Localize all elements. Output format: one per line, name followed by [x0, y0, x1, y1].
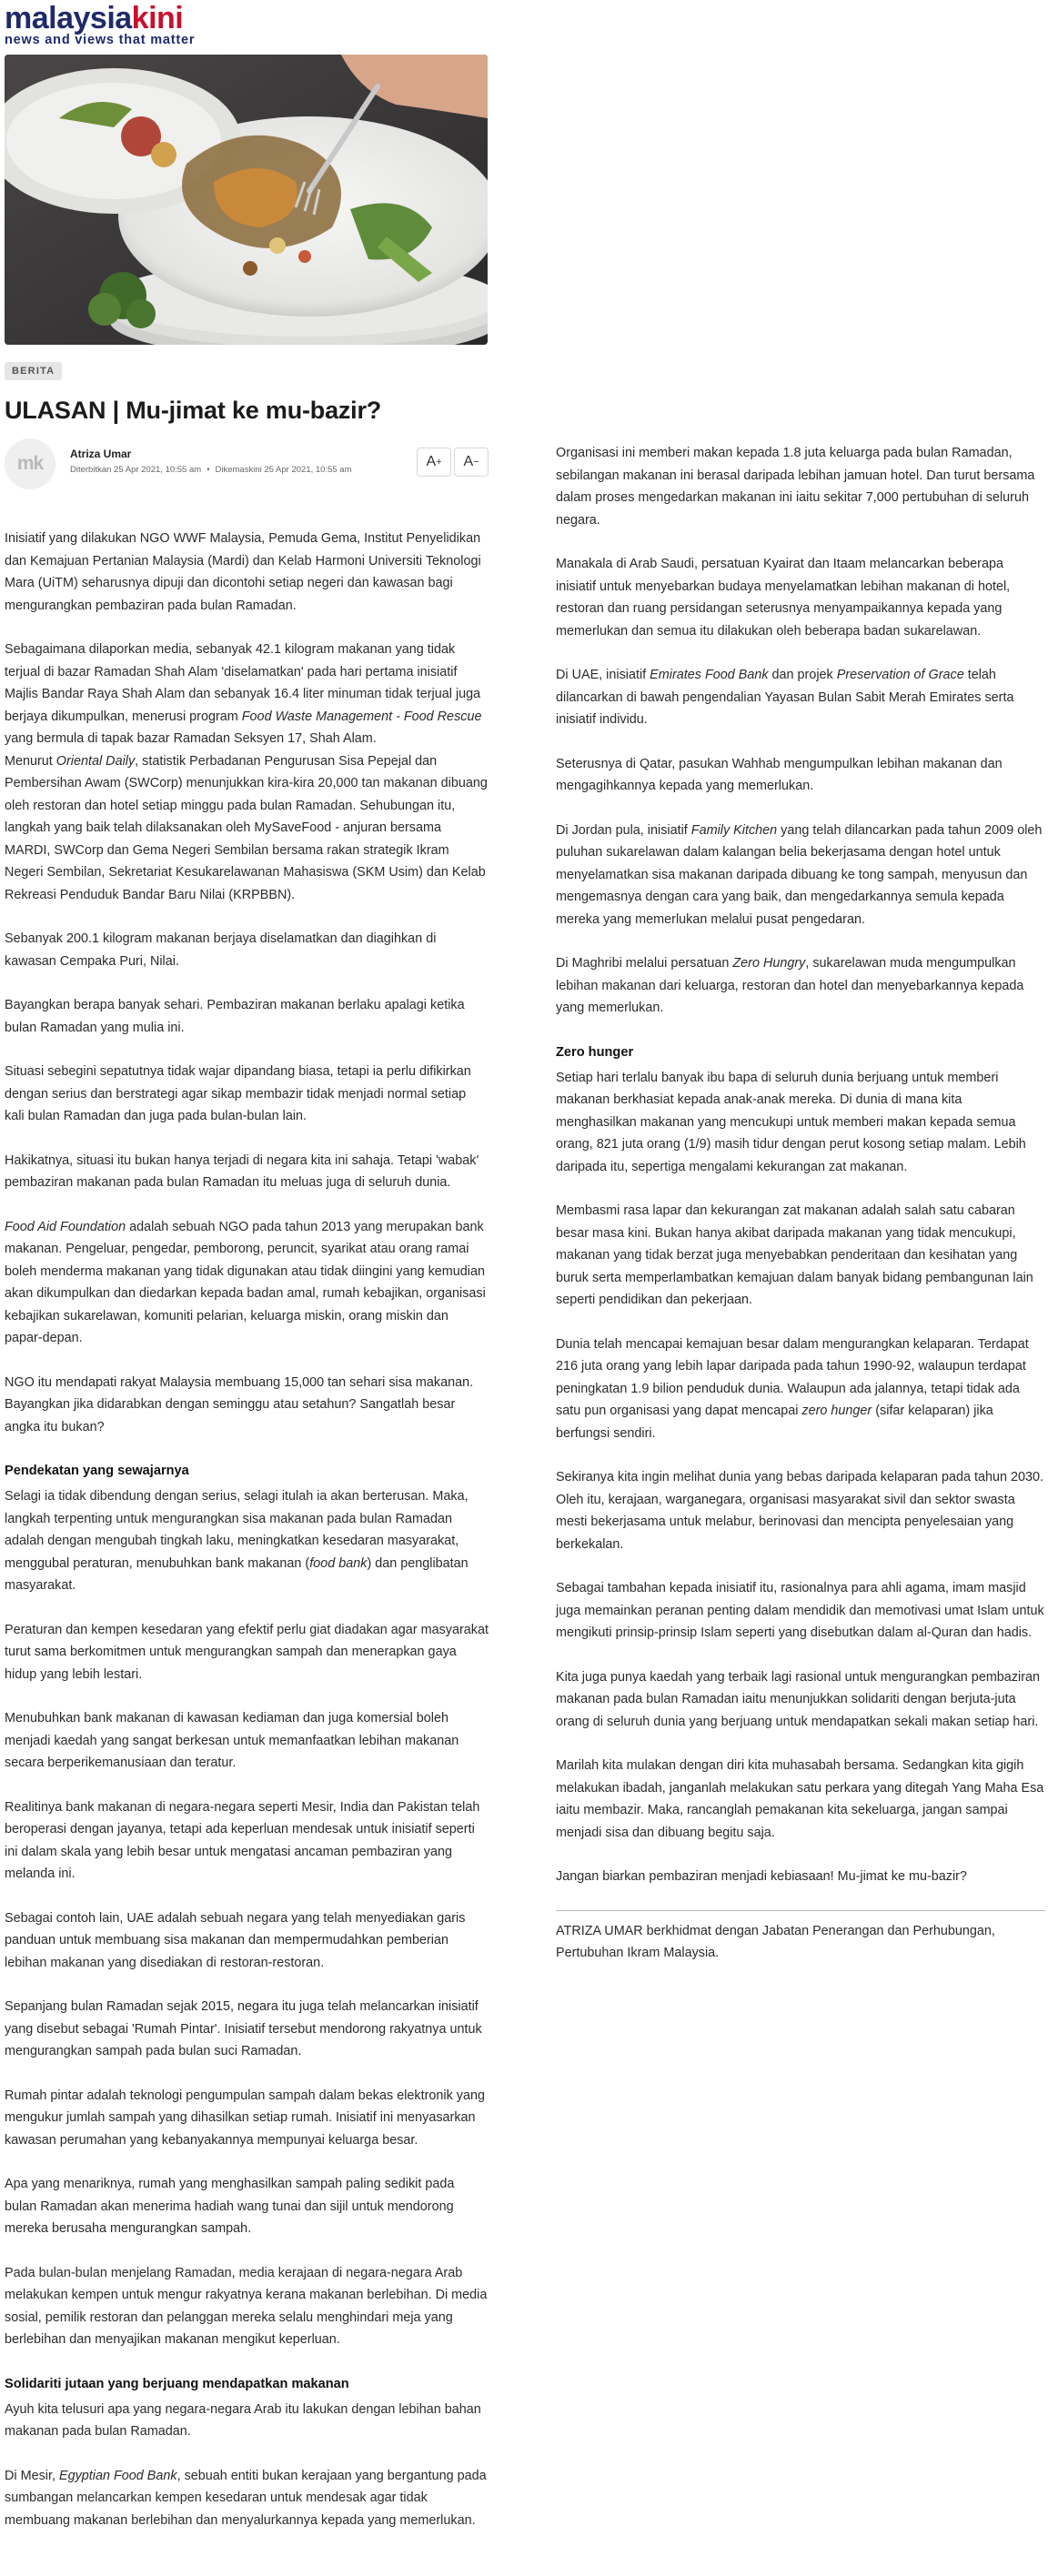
- logo-tagline: news and views that matter: [5, 33, 196, 47]
- section-heading: Zero hunger: [556, 1044, 634, 1060]
- paragraph: NGO itu mendapati rakyat Malaysia membuang 15,000 tan sehari sisa makanan. Bayangkan jika didarabkan dengan seminggu atau setahun? Sangatlah besar angka itu bukan?: [5, 1374, 474, 1434]
- paragraph: Sekiranya kita ingin melihat dunia yang bebas daripada kelaparan pada tahun 2030. Oleh itu, kerajaan, warganegara, organisasi masyarakat sivil dan sektor swasta mesti bekerjasama untuk melabur, berinovasi dan mencipta penyelesaian yang berkekalan.: [556, 1470, 1044, 1552]
- paragraph: Menubuhkan bank makanan di kawasan kediaman dan juga komersial boleh menjadi kaedah yang sangat berkesan untuk memanfaatkan lebihan makanan secara berperikemanusiaan dan teratur.: [5, 1711, 459, 1770]
- published-date: Diterbitkan 25 Apr 2021, 10:55 am: [70, 465, 202, 475]
- article-title: ULASAN | Mu-jimat ke mu-bazir?: [5, 397, 382, 424]
- section-heading: Pendekatan yang sewajarnya: [5, 1464, 189, 1478]
- paragraph: Marilah kita mulakan dengan diri kita muhasabah bersama. Sedangkan kita gigih melakukan ibadah, janganlah melakukan satu perkara yang ditegah Yang Maha Esa iaitu membazir. Maka, rancanglah pemakanan kita sekeluarga, jangan sampai menjadi sisa dan dibuang begitu saja.: [556, 1758, 1044, 1840]
- paragraph: Ayuh kita telusuri apa yang negara-negara Arab itu lakukan dengan lebihan bahan makanan pada bulan Ramadan.: [5, 2401, 481, 2439]
- paragraph: Sebanyak 200.1 kilogram makanan berjaya diselamatkan dan diagihkan di kawasan Cempaka Puri, Nilai.: [5, 931, 437, 969]
- paragraph: Setiap hari terlalu banyak ibu bapa di seluruh dunia berjuang untuk memberi makanan berkhasiat kepada anak-anak mereka. Di dunia di mana kita menghasilkan makanan yang mencukupi untuk memberi makan kepada semua orang, 821 juta orang (1/9) masih tidur dengan perut kosong setiap malam. Lebih daripada itu, sepertiga mengalami kekurangan zat makanan.: [556, 1070, 1026, 1174]
- updated-date: Dikemaskini 25 Apr 2021, 10:55 am: [215, 465, 352, 475]
- paragraph: Organisasi ini memberi makan kepada 1.8 juta keluarga pada bulan Ramadan, sebilangan makanan ini berasal daripada lebihan jamuan hotel. Dan turut bersama dalam proses mengedarkan makanan ini iaitu sekitar 7,000 pertubuhan di seluruh negara.: [556, 446, 1035, 528]
- paragraph: Situasi sebegini sepatutnya tidak wajar dipandang biasa, tetapi ia perlu difikirkan dengan serius dan berstrategi agar sikap membazir tidak menjadi normal setiap kali bulan Ramadan dan juga pada bulan-bulan lain.: [5, 1064, 471, 1123]
- paragraph: Bayangkan berapa banyak sehari. Pembaziran makanan berlaku apalagi ketika bulan Ramadan yang mulia ini.: [5, 998, 465, 1035]
- paragraph: Apa yang menariknya, rumah yang menghasilkan sampah paling sedikit pada bulan Ramadan akan menerima hadiah wang tunai dan sijil untuk mendorong mereka berusaha mengurangkan sampah.: [5, 2177, 455, 2236]
- author-name[interactable]: Atriza Umar: [70, 448, 132, 460]
- font-increase-button[interactable]: A +: [417, 448, 451, 477]
- font-decrease-button[interactable]: A −: [454, 448, 489, 477]
- paragraph: Sebagai tambahan kepada inisiatif itu, rasionalnya para ahli agama, imam masjid juga memainkan peranan penting dalam mendidik dan memotivasi umat Islam untuk mengikuti prinsip-prinsip Islam seperti yang disebutkan dalam al-Quran dan hadis.: [556, 1581, 1044, 1640]
- paragraph: Rumah pintar adalah teknologi pengumpulan sampah dalam bekas elektronik yang mengukur jumlah sampah yang dihasilkan setiap rumah. Inisiatif ini menyasarkan kawasan perumahan yang kebanyakannya mempunyai keluarga besar.: [5, 2088, 485, 2148]
- section-heading: Solidariti jutaan yang berjuang mendapatkan makanan: [5, 2376, 349, 2391]
- category-tag[interactable]: BERITA: [5, 362, 62, 380]
- paragraph: Sebagai contoh lain, UAE adalah sebuah negara yang telah menyediakan garis panduan untuk membuang sisa makanan dan mempermudahkan pemberian lebihan makanan yang disediakan di restoran-restoran.: [5, 1910, 466, 1970]
- author-avatar: mk: [5, 438, 55, 489]
- paragraph: Inisiatif yang dilakukan NGO WWF Malaysia, Pemuda Gema, Institut Penyelidikan dan Kemajuan Pertanian Malaysia (Mardi) dan Kelab Harmoni Universiti Teknologi Mara (UiTM) seharusnya dipuji dan dicontohi setiap negeri dan kawasan bagi mengurangkan pembaziran pada bulan Ramadan.: [5, 531, 481, 613]
- site-logo[interactable]: [5, 0, 195, 47]
- paragraph: Sebagaimana dilaporkan media, sebanyak 42.1 kilogram makanan yang tidak terjual di bazar Ramadan Shah Alam 'diselamatkan' pada hari pertama inisiatif Majlis Bandar Raya Shah Alam dan sebanyak 16.4 liter minuman tidak terjual juga berjaya dikumpulkan, menerusi program Food Waste Management - Food Rescue yang bermula di tapak bazar Ramadan Seksyen 17, Shah Alam.: [5, 642, 482, 746]
- date-separator: •: [207, 465, 210, 475]
- paragraph: Kita juga punya kaedah yang terbaik lagi rasional untuk mengurangkan pembaziran makanan pada bulan Ramadan iaitu menunjukkan solidariti dengan berjuta-juta orang di seluruh dunia yang berjuang untuk mendapatkan sekali makan setiap hari.: [556, 1669, 1041, 1729]
- article-dates: [70, 465, 352, 475]
- paragraph: Pada bulan-bulan menjelang Ramadan, media kerajaan di negara-negara Arab melakukan kempen untuk mengur rakyatnya kerana makanan berlebihan. Di media sosial, pemilik restoran dan pelanggan mereka selalu menghindari meja yang berlebihan dan menyajikan makanan mengikut keperluan.: [5, 2265, 488, 2347]
- paragraph: Jangan biarkan pembaziran menjadi kebiasaan! Mu-jimat ke mu-bazir?: [556, 1869, 967, 1884]
- paragraph: Realitinya bank makanan di negara-negara seperti Mesir, India dan Pakistan telah beroperasi dengan jayanya, tetapi ada keperluan mendesak untuk inisiatif seperti ini dalam skala yang lebih besar untuk mengatasi ancaman pembaziran yang melanda ini.: [5, 1799, 480, 1881]
- paragraph: Di Mesir, Egyptian Food Bank, sebuah entiti bukan kerajaan yang bergantung pada sumbangan melancarkan kempen kesedaran untuk mendesak agar tidak membuang makanan berlebihan dan menyalurkannya kepada yang memerlukan.: [5, 2468, 487, 2528]
- paragraph: Selagi ia tidak dibendung dengan serius, selagi itulah ia akan berterusan. Maka, langkah terpenting untuk mengurangkan sisa makanan pada bulan Ramadan adalah dengan mengubah tingkah laku, meningkatkan kesedaran masyarakat, menggubal peraturan, menubuhkan bank makanan (food bank) dan penglibatan masyarakat.: [5, 1489, 469, 1593]
- paragraph: Di Jordan pula, inisiatif Family Kitchen yang telah dilancarkan pada tahun 2009 oleh puluhan sukarelawan dalam kalangan belia bekerjasama dengan hotel untuk menyelamatkan sisa makanan daripada dibuang ke tong sampah, menyusun dan mengemasnya dengan cara yang baik, dan mengedarkannya semula kepada mereka yang memerlukan melalui pusat pengedaran.: [556, 822, 1043, 927]
- paragraph: Menurut Oriental Daily, statistik Perbadanan Pengurusan Sisa Pepejal dan Pembersihan Awam (SWCorp) menunjukkan kira-kira 20,000 tan makanan dibuang oleh restoran dan hotel setiap minggu pada bulan Ramadan. Sehubungan itu, langkah yang baik telah dilaksanakan oleh MySaveFood - anjuran bersama MARDI, SWCorp dan Gema Negeri Sembilan bersama rakan strategik Ikram Negeri Sembilan, Sekretariat Kesukarelawanan Mahasiswa (SKM Usim) dan Kelab Rekreasi Penduduk Bandar Baru Nilai (KRPBBN).: [5, 753, 488, 902]
- paragraph: Membasmi rasa lapar dan kekurangan zat makanan adalah salah satu cabaran besar masa kini. Bukan hanya akibat daripada makanan yang tidak mencukupi, makanan yang tidak berzat juga menyebabkan penderitaan dan kesihatan yang buruk serta memperlambatkan kemajuan dalam banyak bidang pembangunan lain seperti pendidikan dan pekerjaan.: [556, 1203, 1033, 1307]
- paragraph: Di Maghribi melalui persatuan Zero Hungry, sukarelawan muda mengumpulkan lebihan makanan dari keluarga, restoran dan hotel dan menyebarkannya kepada yang memerlukan.: [556, 956, 1024, 1015]
- logo-wordmark: malaysiakini: [5, 1, 184, 35]
- paragraph: Sepanjang bulan Ramadan sejak 2015, negara itu juga telah melancarkan inisiatif yang disebut sebagai 'Rumah Pintar'. Inisiatif tersebut mendorong rakyatnya untuk mengurangkan sampah pada bulan suci Ramadan.: [5, 1999, 482, 2058]
- paragraph: Hakikatnya, situasi itu bukan hanya terjadi di negara kita ini sahaja. Tetapi 'wabak' pembaziran makanan pada bulan Ramadan itu meluas juga di seluruh dunia.: [5, 1152, 479, 1190]
- article-body-right: [556, 442, 1045, 1987]
- divider: [556, 1910, 1045, 1911]
- paragraph: Food Aid Foundation adalah sebuah NGO pada tahun 2013 yang merupakan bank makanan. Pengeluar, pengedar, pemborong, peruncit, syarikat atau orang ramai boleh menderma makanan yang tidak digunakan atau tidak diingini yang kemudian akan dikumpulkan dan diedarkan kepada badan amal, rumah kebajikan, organisasi kebajikan sukarelawan, komuniti pelarian, keluarga miskin, orang miskin dan papar-depan.: [5, 1219, 486, 1345]
- paragraph: Peraturan dan kempen kesedaran yang efektif perlu giat diadakan agar masyarakat turut sama berkomitmen untuk mengurangkan sampah dan menerapkan gaya hidup yang lebih lestari.: [5, 1622, 489, 1682]
- author-bio: ATRIZA UMAR berkhidmat dengan Jabatan Penerangan dan Perhubungan, Pertubuhan Ikram Malaysia.: [556, 1923, 995, 1960]
- paragraph: Dunia telah mencapai kemajuan besar dalam mengurangkan kelaparan. Terdapat 216 juta orang yang lebih lapar daripada pada tahun 1990-92, walaupun terdapat peningkatan 1.9 bilion penduduk dunia. Walaupun ada jalannya, tetapi tidak ada satu pun organisasi yang dapat mencapai zero hunger (sifar kelaparan) jika berfungsi sendiri.: [556, 1336, 1029, 1441]
- paragraph: Seterusnya di Qatar, pasukan Wahhab mengumpulkan lebihan makanan dan mengagihkannya kepada yang memerlukan.: [556, 756, 1003, 793]
- paragraph: Di UAE, inisiatif Emirates Food Bank dan projek Preservation of Grace telah dilancarkan di bawah pengendalian Yayasan Bulan Sabit Merah Emirates serta inisiatif individu.: [556, 668, 1014, 727]
- paragraph: Manakala di Arab Saudi, persatuan Kyairat dan Itaam melancarkan beberapa inisiatif untuk menyebarkan budaya menyelamatkan lebihan makanan di hotel, restoran dan ruang persidangan seterusnya menyampaikannya kepada yang memerlukan dan semua itu dilakukan oleh beberapa badan sukarelawan.: [556, 557, 1011, 639]
- hero-image: [5, 55, 488, 345]
- article-body-left: [5, 528, 489, 2553]
